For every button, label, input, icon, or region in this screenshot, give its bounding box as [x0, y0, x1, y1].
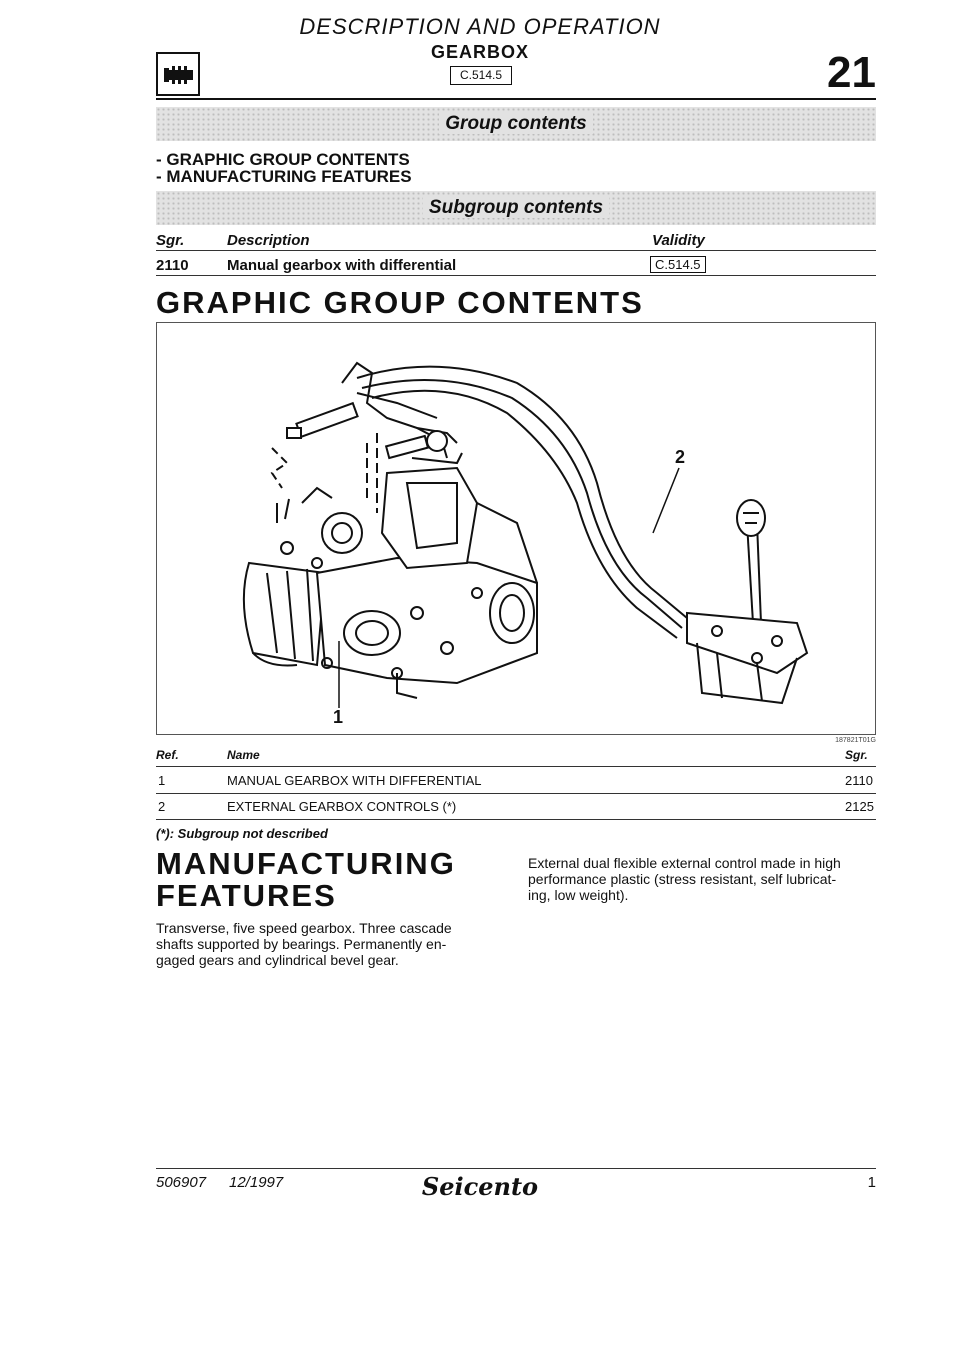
ref-header-name: Name [227, 748, 260, 762]
graphic-group-heading: GRAPHIC GROUP CONTENTS [156, 285, 644, 320]
ref-header-ref: Ref. [156, 748, 179, 762]
manufacturing-right-line: performance plastic (stress resistant, self lubricat- [528, 871, 837, 887]
manufacturing-right-line: ing, low weight). [528, 887, 629, 903]
page-subtitle: GEARBOX [430, 42, 529, 62]
header-rule [156, 98, 876, 100]
subgroup-contents-band [156, 191, 876, 225]
subgroup-header-rule [156, 250, 876, 251]
ref-header-sgr: Sgr. [845, 748, 868, 762]
ref-row-name: EXTERNAL GEARBOX CONTROLS (*) [227, 799, 457, 814]
subgroup-row-rule [156, 275, 876, 276]
gearbox-illustration [156, 322, 876, 735]
ref-row-ref: 2 [158, 799, 166, 814]
ref-row-ref: 1 [158, 773, 166, 788]
header-code-box: C.514.5 [450, 66, 512, 85]
ref-row-rule [156, 793, 876, 794]
manufacturing-heading: FEATURES [156, 878, 337, 913]
group-contents-label: Group contents [439, 113, 592, 134]
footer-doc-number: 506907 [156, 1174, 207, 1191]
footer-page-number: 1 [867, 1174, 876, 1191]
subgroup-row-description: Manual gearbox with differential [227, 257, 457, 274]
ref-row-sgr: 2125 [845, 799, 874, 814]
manufacturing-heading: MANUFACTURING [156, 846, 456, 881]
group-contents-band [156, 107, 876, 141]
subgroup-header-validity: Validity [652, 232, 705, 249]
subgroup-row-sgr: 2110 [156, 257, 189, 274]
subgroup-contents-label: Subgroup contents [423, 197, 609, 218]
subgroup-note: (*): Subgroup not described [156, 826, 328, 841]
ref-header-rule [156, 766, 876, 767]
page-section-title: DESCRIPTION AND OPERATION [299, 14, 661, 39]
gearbox-logo-icon [156, 52, 200, 96]
group-contents-item: - MANUFACTURING FEATURES [156, 167, 412, 186]
footer-date: 12/1997 [229, 1174, 284, 1191]
callout-label: 2 [675, 447, 686, 467]
manufacturing-right-line: External dual flexible external control made in high [528, 855, 841, 871]
manufacturing-left-line: shafts supported by bearings. Permanently en- [156, 936, 447, 952]
subgroup-header-description: Description [227, 232, 310, 249]
ref-row-sgr: 2110 [845, 773, 873, 788]
manufacturing-left-line: Transverse, five speed gearbox. Three cascade [156, 920, 452, 936]
footer-brand: Seicento [421, 1172, 539, 1201]
manufacturing-left-line: gaged gears and cylindrical bevel gear. [156, 952, 399, 968]
footer-rule [156, 1168, 876, 1169]
callout-label: 1 [333, 707, 344, 727]
group-number: 21 [827, 48, 876, 97]
ref-row-name: MANUAL GEARBOX WITH DIFFERENTIAL [227, 773, 482, 788]
subgroup-header-sgr: Sgr. [156, 232, 185, 249]
subgroup-row-validity: C.514.5 [650, 256, 706, 273]
group-contents-item: - GRAPHIC GROUP CONTENTS [156, 150, 410, 169]
ref-row-rule [156, 819, 876, 820]
figure-code: 187821T01G [835, 737, 876, 744]
